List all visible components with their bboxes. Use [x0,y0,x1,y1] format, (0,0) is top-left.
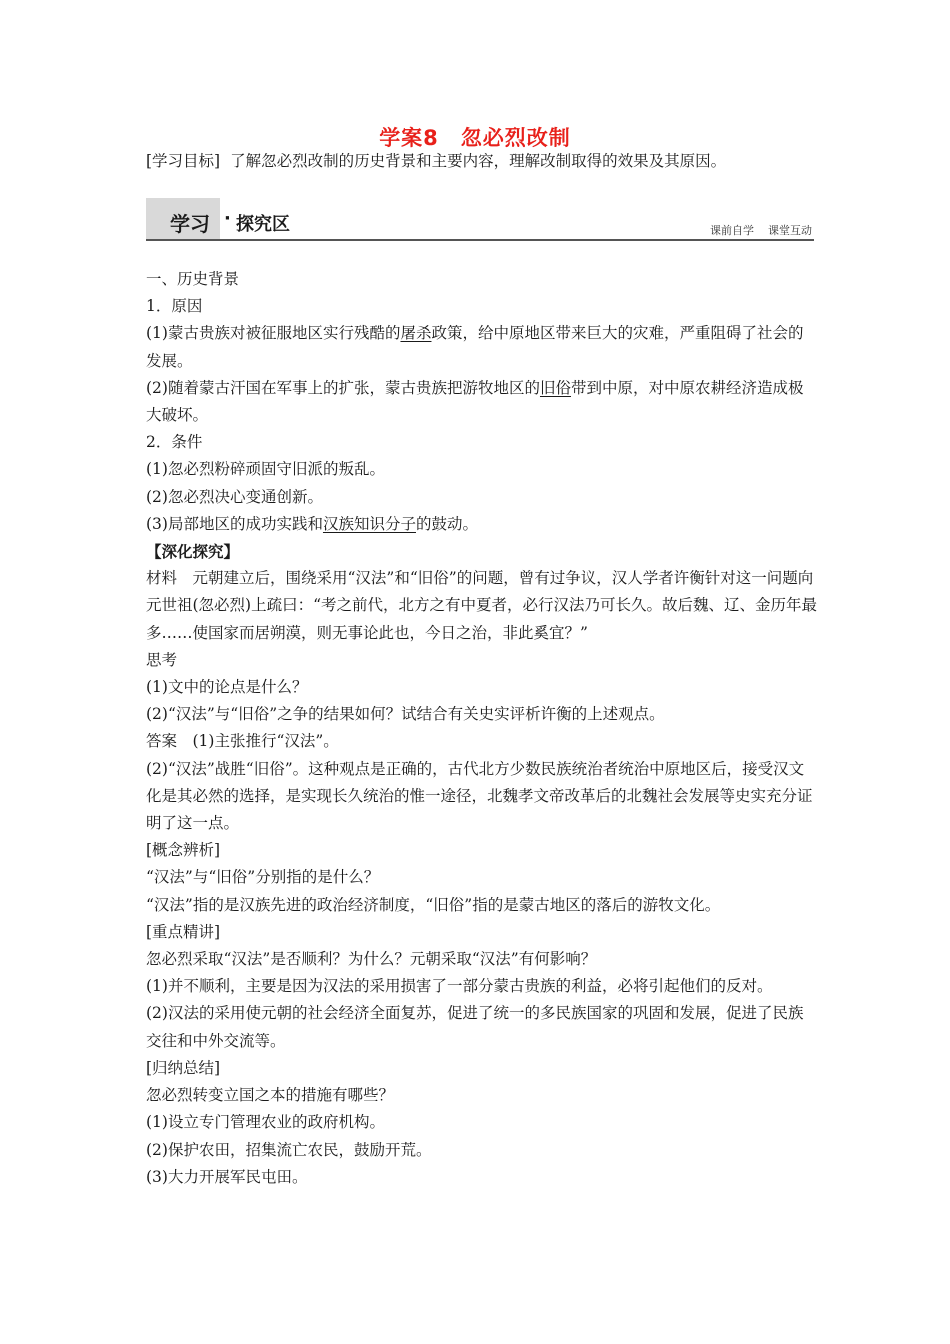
banner-dot: · [224,208,231,229]
text-span: 的鼓动。 [415,514,478,533]
paragraph: “汉法”指的是汉族先进的政治经济制度，“旧俗”指的是蒙古地区的落后的游牧文化。 [146,895,721,914]
paragraph: (2)汉法的采用使元朝的社会经济全面复苏，促进了统一的多民族国家的巩固和发展，促进了民族交往和中外交流等。 [146,1004,804,1050]
objective-text: 了解忽必烈改制的历史背景和主要内容，理解改制取得的效果及其原因。 [230,152,727,170]
banner-main-label: 学习 [170,212,210,236]
underlined-term: 屠杀 [400,324,432,343]
banner-rule [146,239,814,241]
text-span: (2)随着蒙古汗国在军事上的扩张，蒙古贵族把游牧地区的 [146,378,540,397]
deep-inquiry-heading: 【深化探究】 [146,542,240,562]
objective-tag: [学习目标] [146,152,221,170]
summary-heading: [归纳总结] [146,1058,221,1077]
text-span: 带到中原，对中原农耕经济造成极大破坏。 [146,378,804,425]
question: (1)文中的论点是什么？ [146,678,308,697]
question: (2)“汉法”与“旧俗”之争的结果如何？试结合有关史实评析许衡的上述观点。 [146,705,665,724]
paragraph: 忽必烈采取“汉法”是否顺利？为什么？元朝采取“汉法”有何影响？ [146,950,597,969]
text-span: (1)蒙古贵族对被征服地区实行残酷的 [146,324,401,343]
paragraph: “汉法”与“旧俗”分别指的是什么？ [146,868,380,887]
answer: (2)“汉法”战胜“旧俗”。这种观点是正确的，古代北方少数民族统治者统治中原地区后，接受汉文化是其必然的选择，是实现长久统治的惟一途径，北魏孝文帝改革后的北魏社会发展等史实充分证明了这一点。 [146,759,813,833]
text-span: (3)局部地区的成功实践和 [146,514,323,533]
think-heading: 思考 [146,650,178,669]
paragraph: (1)忽必烈粉碎顽固守旧派的叛乱。 [146,460,385,479]
material-paragraph: 材料 元朝建立后，围绕采用“汉法”和“旧俗”的问题，曾有过争议，汉人学者许衡针对这一问题向元世祖(忽必烈)上疏曰：“考之前代，北方之有中夏者，必行汉法乃可长久。故后魏、辽、金历年最多……使国家而居朔漠，则无事论此也，今日之治，非此奚宜？” [146,569,818,642]
section-banner [146,198,814,242]
concept-heading: [概念辨析] [146,841,221,860]
banner-zone-label: 探究区 [236,214,290,235]
subheading-reason: 1．原因 [146,297,203,316]
paragraph: (3)大力开展军民屯田。 [146,1167,308,1186]
banner-right-labels [710,222,812,238]
paragraph [146,320,818,374]
learning-objective [146,150,826,172]
underlined-term: 旧俗 [539,378,571,397]
paragraph: (2)忽必烈决心变通创新。 [146,487,323,506]
paragraph [146,375,818,429]
section-heading: 一、历史背景 [146,270,240,288]
paragraph: (1)并不顺利，主要是因为汉法的采用损害了一部分蒙古贵族的利益，必将引起他们的反对。 [146,977,773,996]
paragraph: (1)设立专门管理农业的政府机构。 [146,1113,385,1132]
banner-right-label-2: 课堂互动 [768,224,812,237]
page-title: 学案8 忽必烈改制 [379,126,571,150]
banner-right-label-1: 课前自学 [710,224,754,237]
answer: 答案 (1)主张推行“汉法”。 [146,732,339,751]
paragraph [146,511,818,538]
main-content [146,266,818,1191]
paragraph: (2)保护农田，招集流亡农民，鼓励开荒。 [146,1140,432,1159]
key-points-heading: [重点精讲] [146,922,221,941]
paragraph: 忽必烈转变立国之本的措施有哪些？ [146,1086,395,1105]
underlined-term: 汉族知识分子 [322,514,416,533]
text-span: 政策，给中原地区带来巨大的灾难，严重阻碍了社会的发展。 [146,324,804,370]
subheading-condition: 2．条件 [146,433,203,452]
